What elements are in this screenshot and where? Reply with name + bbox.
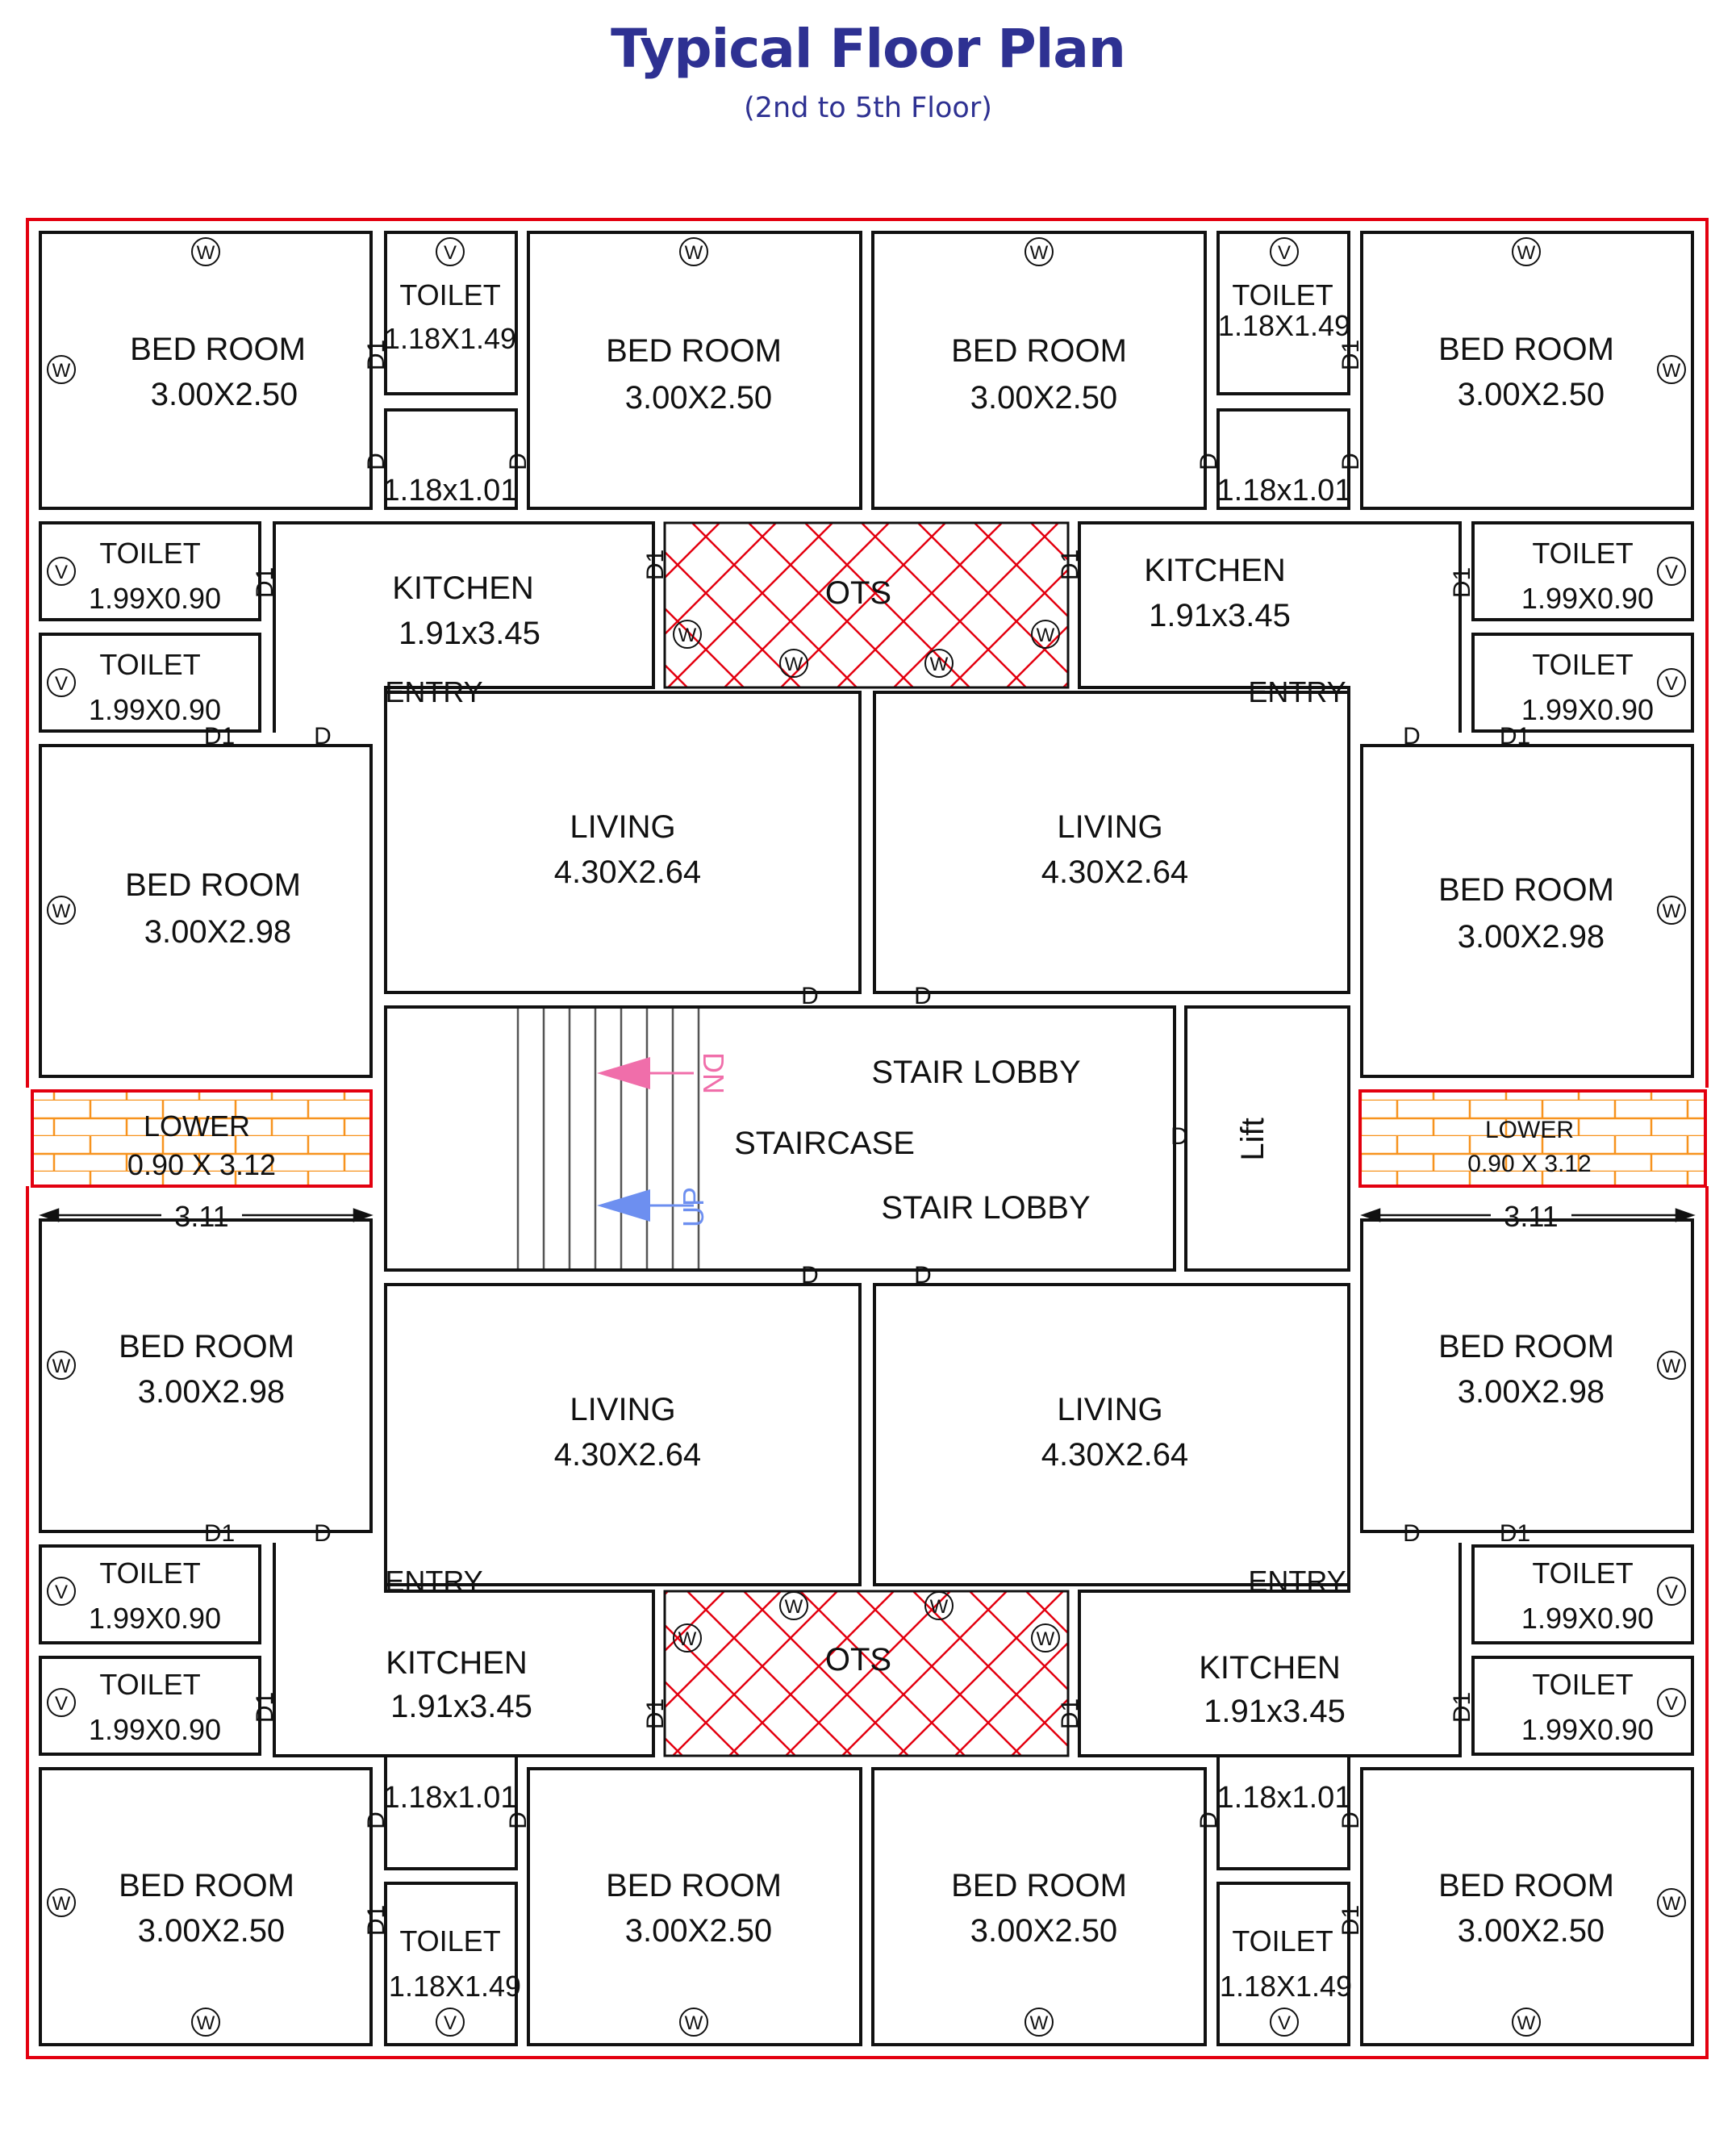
door-tag: D <box>801 1262 819 1289</box>
room-dimension: 1.99X0.90 <box>1521 582 1655 615</box>
door-tag: D <box>1196 453 1222 470</box>
page-title: Typical Floor Plan <box>611 18 1125 80</box>
door-tag: D <box>1403 723 1421 750</box>
door-tag: D1 <box>203 1520 236 1547</box>
room-name: BED ROOM <box>119 1868 294 1903</box>
room-dimension: 1.18x1.01 <box>1216 1781 1352 1815</box>
room-name: TOILET <box>399 278 501 311</box>
room-dimension: 1.99X0.90 <box>88 693 222 726</box>
room-name: LIVING <box>570 1392 676 1427</box>
room-name: TOILET <box>1232 278 1333 311</box>
door-tag: D1 <box>1449 566 1475 599</box>
room-dimension: 1.91x3.45 <box>390 1689 532 1724</box>
room-name: TOILET <box>1532 537 1634 570</box>
stair-treads <box>518 1009 699 1268</box>
window-tag: W <box>784 654 803 675</box>
door-tag: D1 <box>1499 1520 1531 1547</box>
door-tag: D1 <box>252 566 278 599</box>
window-tag: W <box>929 654 949 675</box>
window-tag: W <box>1036 625 1055 646</box>
room-dimension: 1.18x1.01 <box>382 1781 518 1815</box>
door-tag: D <box>914 1262 932 1289</box>
door-tag: D1 <box>1499 723 1531 750</box>
room-dimension: 1.99X0.90 <box>88 1602 222 1635</box>
room-name: BED ROOM <box>606 1868 782 1903</box>
staircase-label: STAIRCASE <box>734 1126 915 1161</box>
room-dimension: 4.30X2.64 <box>1041 854 1189 890</box>
door-tag: D <box>1337 1811 1364 1829</box>
door-tag: D1 <box>1337 1904 1364 1937</box>
door-tag: D1 <box>203 723 236 750</box>
ventilator-tag: V <box>54 1581 69 1603</box>
room-dimension: 1.91x3.45 <box>1149 598 1291 633</box>
window-tag: W <box>52 1893 71 1915</box>
ventilator-tag: V <box>1277 2012 1292 2034</box>
room-name: BED ROOM <box>1438 1329 1614 1364</box>
lift-label: Lift <box>1235 1118 1271 1161</box>
room-name: LIVING <box>570 809 676 845</box>
room-name: LIVING <box>1057 809 1163 845</box>
door-tag: D <box>914 983 932 1009</box>
door-tag: D <box>363 453 390 470</box>
room-name: TOILET <box>1532 648 1634 681</box>
room-dimension: 3.00X2.98 <box>144 914 292 950</box>
ventilator-tag: V <box>443 242 457 264</box>
window-tag: W <box>52 360 71 382</box>
window-tag: W <box>52 1356 71 1377</box>
window-tag: W <box>1662 1893 1681 1915</box>
window-tag: W <box>1029 242 1049 264</box>
ventilator-tag: V <box>54 1693 69 1715</box>
room-dimension: 4.30X2.64 <box>553 1437 702 1473</box>
door-tag: D <box>505 1811 532 1829</box>
room-name: TOILET <box>99 1556 201 1590</box>
ventilator-tag: V <box>1664 673 1679 695</box>
room-name: BED ROOM <box>606 333 782 369</box>
ots-label: OTS <box>824 575 892 611</box>
window-tag: W <box>678 1628 697 1650</box>
ventilator-tag: V <box>1664 1581 1679 1603</box>
window-tag: W <box>1029 2012 1049 2034</box>
lower-dimension: 0.90 X 3.12 <box>1467 1151 1592 1177</box>
room-dimension: 4.30X2.64 <box>553 854 702 890</box>
window-tag: W <box>196 2012 215 2034</box>
door-tag: D1 <box>642 1698 669 1730</box>
room-name: TOILET <box>99 537 201 570</box>
ventilator-tag: V <box>1277 242 1292 264</box>
lower-label: LOWER <box>1484 1117 1575 1143</box>
room-dimension: 1.99X0.90 <box>1521 693 1655 726</box>
room-dimension: 4.30X2.64 <box>1041 1437 1189 1473</box>
entry-label: ENTRY <box>1248 675 1346 708</box>
room-dimension: 1.99X0.90 <box>88 1713 222 1746</box>
room-dimension: 3.00X2.50 <box>624 1913 773 1949</box>
door-tag: D <box>1337 453 1364 470</box>
room-name: KITCHEN <box>392 570 534 606</box>
room-dimension: 3.00X2.98 <box>137 1374 286 1410</box>
room-name: BED ROOM <box>130 332 306 367</box>
room-dimension: 3.00X2.50 <box>970 380 1118 416</box>
stair-lobby-label: STAIR LOBBY <box>871 1055 1081 1090</box>
door-tag: D1 <box>252 1691 278 1724</box>
room-name: TOILET <box>1532 1556 1634 1590</box>
room-dimension: 1.99X0.90 <box>1521 1602 1655 1635</box>
door-tag: D <box>1171 1123 1188 1150</box>
entry-label: ENTRY <box>1248 1565 1346 1598</box>
door-tag: D1 <box>1337 339 1364 371</box>
room-name: KITCHEN <box>1144 553 1286 588</box>
up-label: UP <box>677 1186 710 1228</box>
window-tag: W <box>1662 1356 1681 1377</box>
door-tag: D <box>505 453 532 470</box>
window-tag: W <box>678 625 697 646</box>
room-dimension: 1.18X1.49 <box>383 322 517 355</box>
door-tag: D1 <box>642 549 669 581</box>
room-name: BED ROOM <box>1438 332 1614 367</box>
room-dimension: 1.18X1.49 <box>1219 1970 1353 2003</box>
door-tag: D1 <box>1057 1698 1083 1730</box>
ots-label: OTS <box>824 1642 892 1678</box>
room-dimension: 1.18X1.49 <box>388 1970 522 2003</box>
door-tag: D <box>363 1811 390 1829</box>
room-dimension: 3.00X2.50 <box>137 1913 286 1949</box>
room-dimension: 1.18x1.01 <box>1216 474 1352 508</box>
window-tag: W <box>1517 2012 1536 2034</box>
door-tag: D <box>1403 1520 1421 1547</box>
room-name: KITCHEN <box>1199 1650 1341 1686</box>
door-tag: D1 <box>363 339 390 371</box>
room-name: TOILET <box>1532 1668 1634 1701</box>
room-dimension: 1.91x3.45 <box>1204 1694 1346 1729</box>
room-dimension: 1.18x1.01 <box>382 474 518 508</box>
door-tag: D <box>1196 1811 1222 1829</box>
window-tag: W <box>196 242 215 264</box>
ventilator-tag: V <box>54 562 69 583</box>
room-name: BED ROOM <box>1438 872 1614 908</box>
ventilator-tag: V <box>1664 1693 1679 1715</box>
lower-dimension: 0.90 X 3.12 <box>127 1148 277 1181</box>
dimension-label: 3.11 <box>174 1200 229 1233</box>
room-dimension: 3.00X2.50 <box>150 377 298 412</box>
window-tag: W <box>1662 900 1681 922</box>
room-dimension: 3.00X2.50 <box>970 1913 1118 1949</box>
room-dimension: 1.91x3.45 <box>399 616 540 651</box>
entry-label: ENTRY <box>385 1565 483 1598</box>
room-name: KITCHEN <box>386 1645 528 1681</box>
room-name: TOILET <box>1232 1924 1333 1958</box>
ventilator-tag: V <box>443 2012 457 2034</box>
room-dimension: 3.00X2.50 <box>624 380 773 416</box>
room-dimension: 1.99X0.90 <box>1521 1713 1655 1746</box>
window-tag: W <box>52 900 71 922</box>
entry-label: ENTRY <box>385 675 483 708</box>
lower-label: LOWER <box>143 1109 251 1143</box>
room-name: BED ROOM <box>951 333 1127 369</box>
arrow-left-icon <box>597 1057 694 1089</box>
room-name: LIVING <box>1057 1392 1163 1427</box>
ventilator-tag: V <box>54 673 69 695</box>
dimension-label: 3.11 <box>1504 1200 1559 1233</box>
room-name: BED ROOM <box>119 1329 294 1364</box>
room-name: TOILET <box>399 1924 501 1958</box>
window-tag: W <box>684 242 703 264</box>
window-tag: W <box>1036 1628 1055 1650</box>
page-subtitle: (2nd to 5th Floor) <box>744 92 992 124</box>
room-dimension: 3.00X2.98 <box>1457 919 1605 955</box>
door-tag: D <box>314 723 332 750</box>
room-dimension: 1.18X1.49 <box>1217 309 1351 342</box>
window-tag: W <box>684 2012 703 2034</box>
room-name: TOILET <box>99 648 201 681</box>
window-tag: W <box>1517 242 1536 264</box>
door-tag: D <box>314 1520 332 1547</box>
room-name: BED ROOM <box>1438 1868 1614 1903</box>
door-tag: D1 <box>1449 1691 1475 1724</box>
door-tag: D1 <box>1057 549 1083 581</box>
window-tag: W <box>929 1596 949 1618</box>
stair-lobby-label: STAIR LOBBY <box>881 1190 1091 1226</box>
room-name: TOILET <box>99 1668 201 1701</box>
room-dimension: 3.00X2.50 <box>1457 377 1605 412</box>
door-tag: D <box>801 983 819 1009</box>
door-tag: D1 <box>363 1904 390 1937</box>
room-name: BED ROOM <box>125 867 301 903</box>
room-dimension: 3.00X2.50 <box>1457 1913 1605 1949</box>
dn-label: DN <box>697 1052 730 1094</box>
room-name: BED ROOM <box>951 1868 1127 1903</box>
room-dimension: 1.99X0.90 <box>88 582 222 615</box>
window-tag: W <box>1662 360 1681 382</box>
room-dimension: 3.00X2.98 <box>1457 1374 1605 1410</box>
ventilator-tag: V <box>1664 562 1679 583</box>
window-tag: W <box>784 1596 803 1618</box>
